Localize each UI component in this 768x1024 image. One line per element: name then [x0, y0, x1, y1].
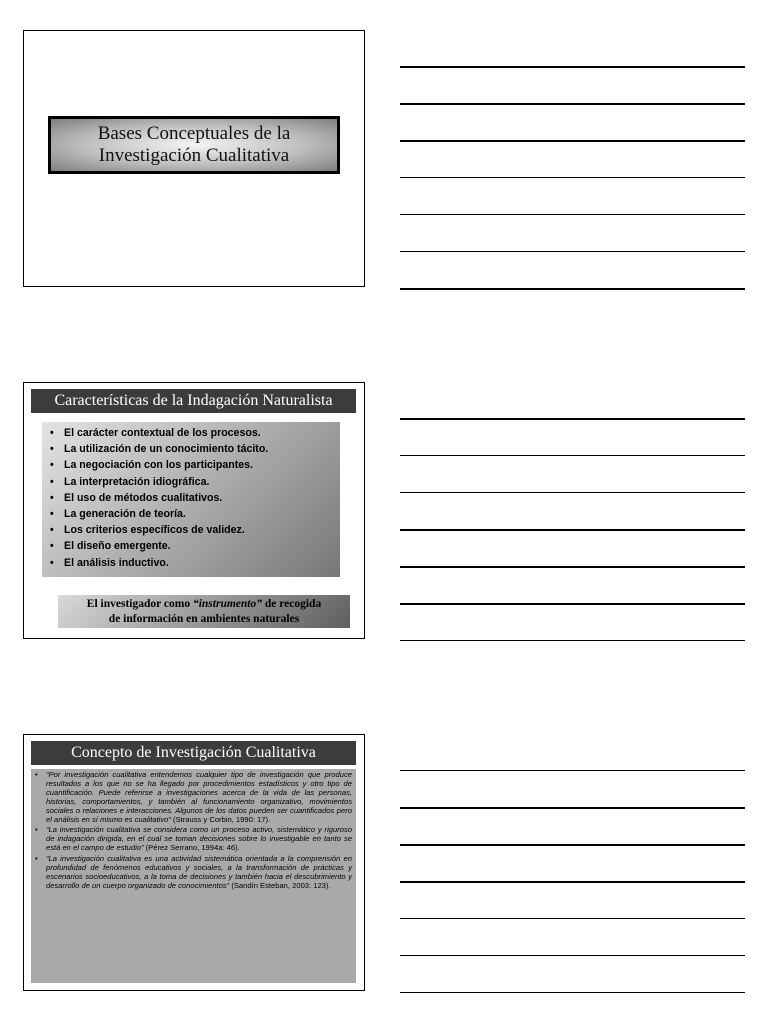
researcher-caption — [58, 595, 350, 628]
note-line — [400, 177, 745, 178]
list-item: • La interpretación idiográfica. — [50, 474, 340, 490]
note-line — [400, 640, 745, 641]
note-line — [400, 918, 745, 919]
note-line — [400, 492, 745, 493]
characteristics-box — [42, 422, 340, 577]
slide-1 — [23, 30, 365, 287]
note-line — [400, 418, 745, 420]
note-line — [400, 807, 745, 809]
note-line — [400, 251, 745, 252]
definitions-list — [35, 771, 352, 891]
quote-text: “La investigación cualitativa es una actividad sistemática orientada a la comprensión en profundidad de fenómenos educativos y sociales, a la transformación de prácticas y escenarios socioeducativos, a la toma de decisiones y también hacia el descubrimiento y desarrollo de un cuerpo organizado de conocimientos” — [46, 854, 352, 890]
list-item — [35, 855, 352, 891]
note-line — [400, 844, 745, 846]
slide-1-title-line-2: Investigación Cualitativa — [98, 145, 290, 166]
list-item: • La generación de teoría. — [50, 506, 340, 522]
note-line — [400, 881, 745, 883]
list-item — [35, 826, 352, 853]
quote-citation: (Pérez Serrano, 1994a: 46). — [143, 843, 240, 853]
note-line — [400, 955, 745, 956]
quote-text: “Por investigación cualitativa entendemos cualquier tipo de investigación que produce resultados a los que no se ha llegado por procedimientos estadísticos y otro tipo de cuantificación. Puede referirse a investigaciones acerca de la vida de las personas, historias, comportamientos, y también al funcionamiento organizativo, movimientos sociales o relaciones e interacciones. Algunos de los datos pueden ser cuantificados pero el análisis en sí mismo es cualitativo” — [46, 770, 352, 824]
list-item: • El carácter contextual de los procesos. — [50, 425, 340, 441]
note-line — [400, 140, 745, 142]
list-item — [35, 771, 352, 824]
caption-pre: El investigador como — [86, 598, 193, 610]
list-item: • El uso de métodos cualitativos. — [50, 490, 340, 506]
slide-3 — [23, 734, 365, 991]
quote-citation: (Sandín Esteban, 2003: 123). — [229, 880, 331, 890]
note-line — [400, 103, 745, 105]
definitions-box — [31, 769, 356, 983]
characteristics-list — [42, 422, 340, 571]
slide-3-title: Concepto de Investigación Cualitativa — [31, 741, 356, 765]
caption-line-1 — [58, 597, 350, 612]
list-item: • El diseño emergente. — [50, 538, 340, 554]
list-item: • El análisis inductivo. — [50, 555, 340, 571]
slide-2-title: Características de la Indagación Naturalista — [31, 389, 356, 413]
slide-1-title-line-1: Bases Conceptuales de la — [97, 123, 291, 144]
note-line — [400, 529, 745, 531]
list-item: • Los criterios específicos de validez. — [50, 522, 340, 538]
note-line — [400, 214, 745, 215]
caption-emphasis: “instrumento” — [192, 598, 262, 610]
slide-1-title — [48, 116, 340, 174]
quote-text: “La investigación cualitativa se considera como un proceso activo, sistemático y riguroso de indagación dirigida, en el cual se toman decisiones sobre lo investigable en tanto se está en el campo de estudio” — [46, 825, 352, 853]
list-item: • La negociación con los participantes. — [50, 457, 340, 473]
caption-line-2: de información en ambientes naturales — [108, 613, 300, 625]
note-line — [400, 288, 745, 290]
slide-2 — [23, 382, 365, 639]
quote-citation: (Strauss y Corbin, 1990: 17). — [170, 814, 271, 824]
note-line — [400, 455, 745, 456]
list-item: • La utilización de un conocimiento tácito. — [50, 441, 340, 457]
note-line — [400, 992, 745, 993]
note-line — [400, 770, 745, 771]
note-line — [400, 566, 745, 568]
note-line — [400, 603, 745, 605]
note-line — [400, 66, 745, 68]
caption-post: de recogida — [262, 598, 322, 610]
